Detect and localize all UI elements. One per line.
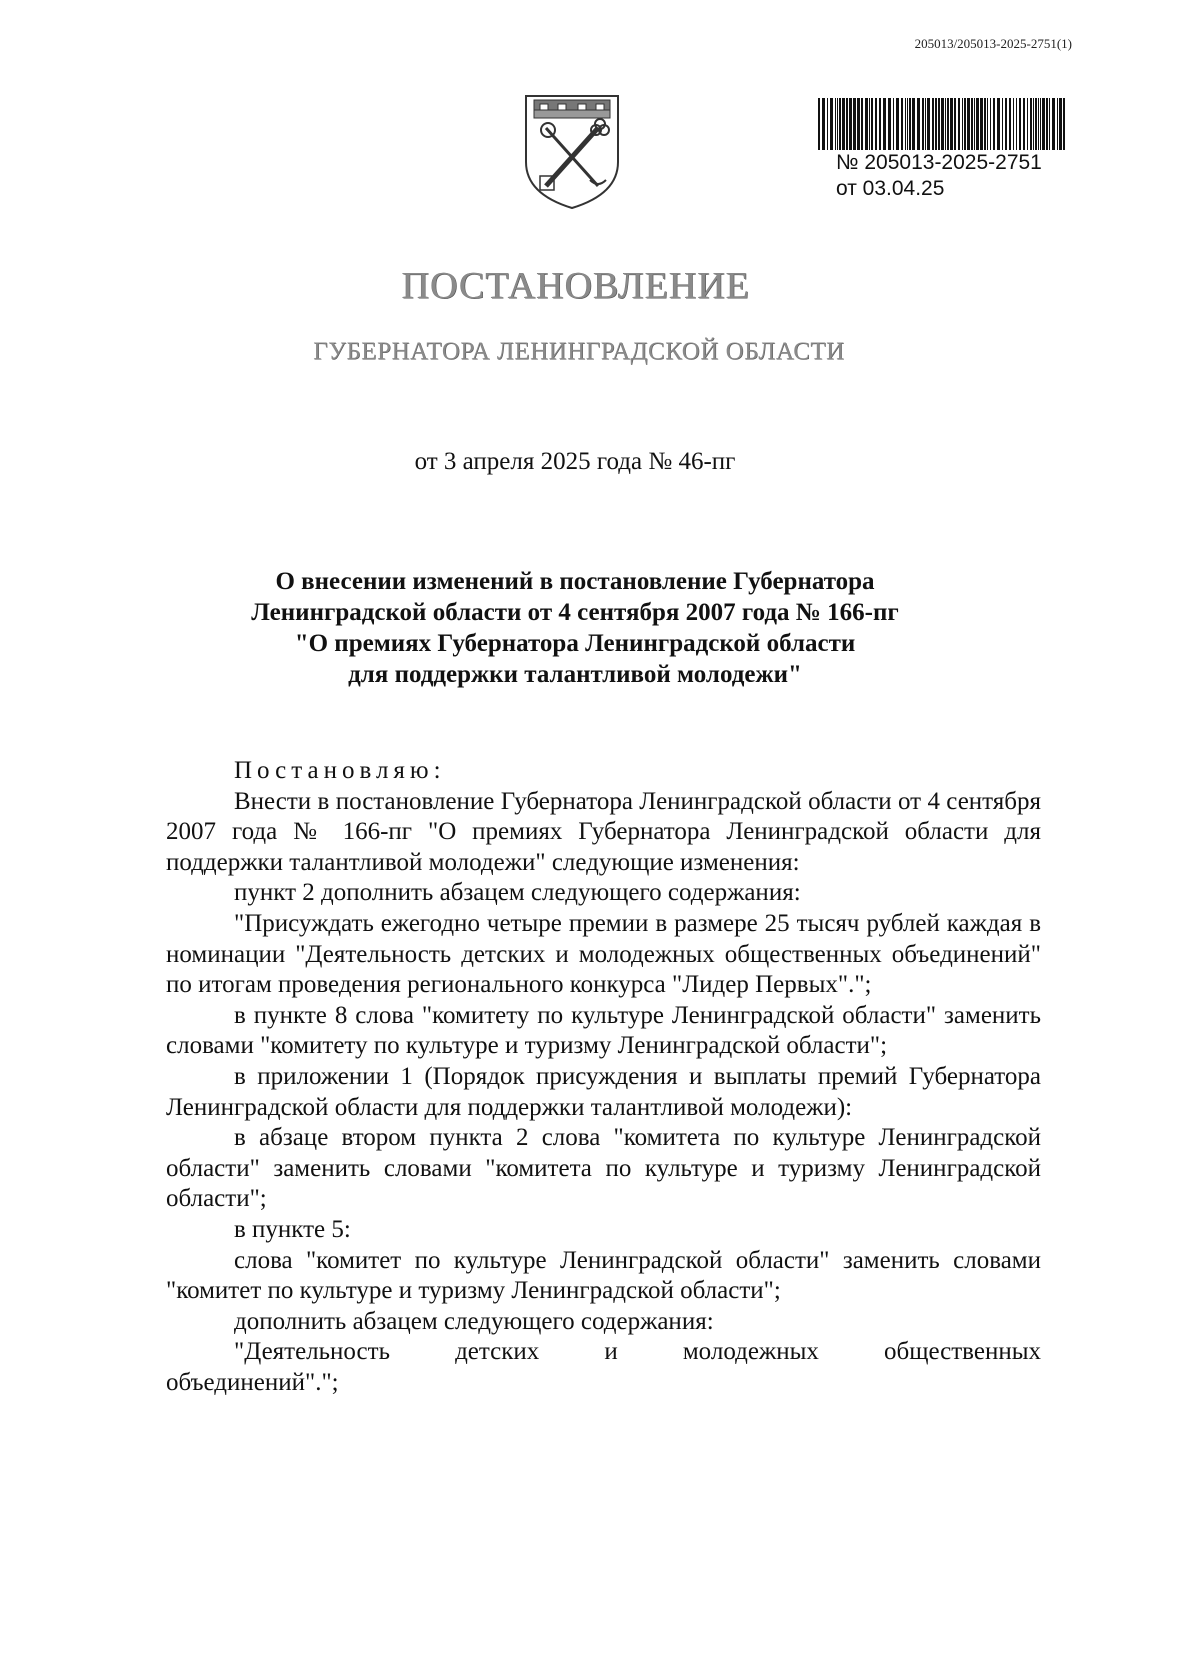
document-date-number: от 3 апреля 2025 года № 46-пг (414, 448, 736, 475)
body-paragraph: в абзаце втором пункта 2 слова "комитета по культуре Ленинградской области" заменить словами "комитета по культуре и туризму Ленинградской области"; (166, 1124, 1041, 1213)
coat-of-arms-emblem (520, 88, 624, 212)
document-id: 205013/205013-2025-2751(1) (914, 36, 1072, 51)
body-paragraph-decree: Постановляю: (234, 757, 446, 784)
body-paragraph: в пункте 5: (234, 1215, 351, 1243)
registration-date: от 03.04.25 (836, 177, 945, 200)
body-paragraph: в пункте 8 слова "комитету по культуре Ленинградской области" заменить словами "комитету по культуре и туризму Ленинградской области"; (166, 1001, 1041, 1060)
body-paragraph: дополнить абзацем следующего содержания: (234, 1307, 714, 1335)
subject-line: О внесении изменений в постановление Губернатора (275, 568, 875, 595)
subject-line: "О премиях Губернатора Ленинградской области (294, 630, 856, 657)
subject-line: для поддержки талантливой молодежи" (348, 661, 802, 688)
body-paragraph: "Деятельность детских и молодежных общественных (234, 1338, 1041, 1366)
body-paragraph: "Присуждать ежегодно четыре премии в размере 25 тысяч рублей каждая в номинации "Деятельность детских и молодежных общественных объединений" по итогам проведения регионального конкурса "Лидер Первых"."; (166, 909, 1041, 999)
document-subject (200, 566, 950, 690)
registration-block (836, 150, 1042, 202)
document-body (166, 756, 1041, 1398)
barcode (818, 98, 1066, 150)
document-title: ПОСТАНОВЛЕНИЕ (401, 265, 751, 307)
document-issuer: ГУБЕРНАТОРА ЛЕНИНГРАДСКОЙ ОБЛАСТИ (313, 338, 845, 365)
body-paragraph: объединений"."; (166, 1368, 339, 1396)
body-paragraph: пункт 2 дополнить абзацем следующего содержания: (234, 879, 801, 907)
registration-number: № 205013-2025-2751 (836, 151, 1042, 174)
body-paragraph: слова "комитет по культуре Ленинградской области" заменить словами "комитет по культуре и туризму Ленинградской области"; (166, 1246, 1041, 1305)
subject-line: Ленинградской области от 4 сентября 2007 года № 166-пг (251, 599, 899, 626)
body-paragraph: в приложении 1 (Порядок присуждения и выплаты премий Губернатора Ленинградской области для поддержки талантливой молодежи): (166, 1062, 1041, 1121)
body-paragraph: Внести в постановление Губернатора Ленинградской области от 4 сентября 2007 года № 166-пг "О премиях Губернатора Ленинградской области для поддержки талантливой молодежи" следующие изменения: (166, 787, 1041, 876)
